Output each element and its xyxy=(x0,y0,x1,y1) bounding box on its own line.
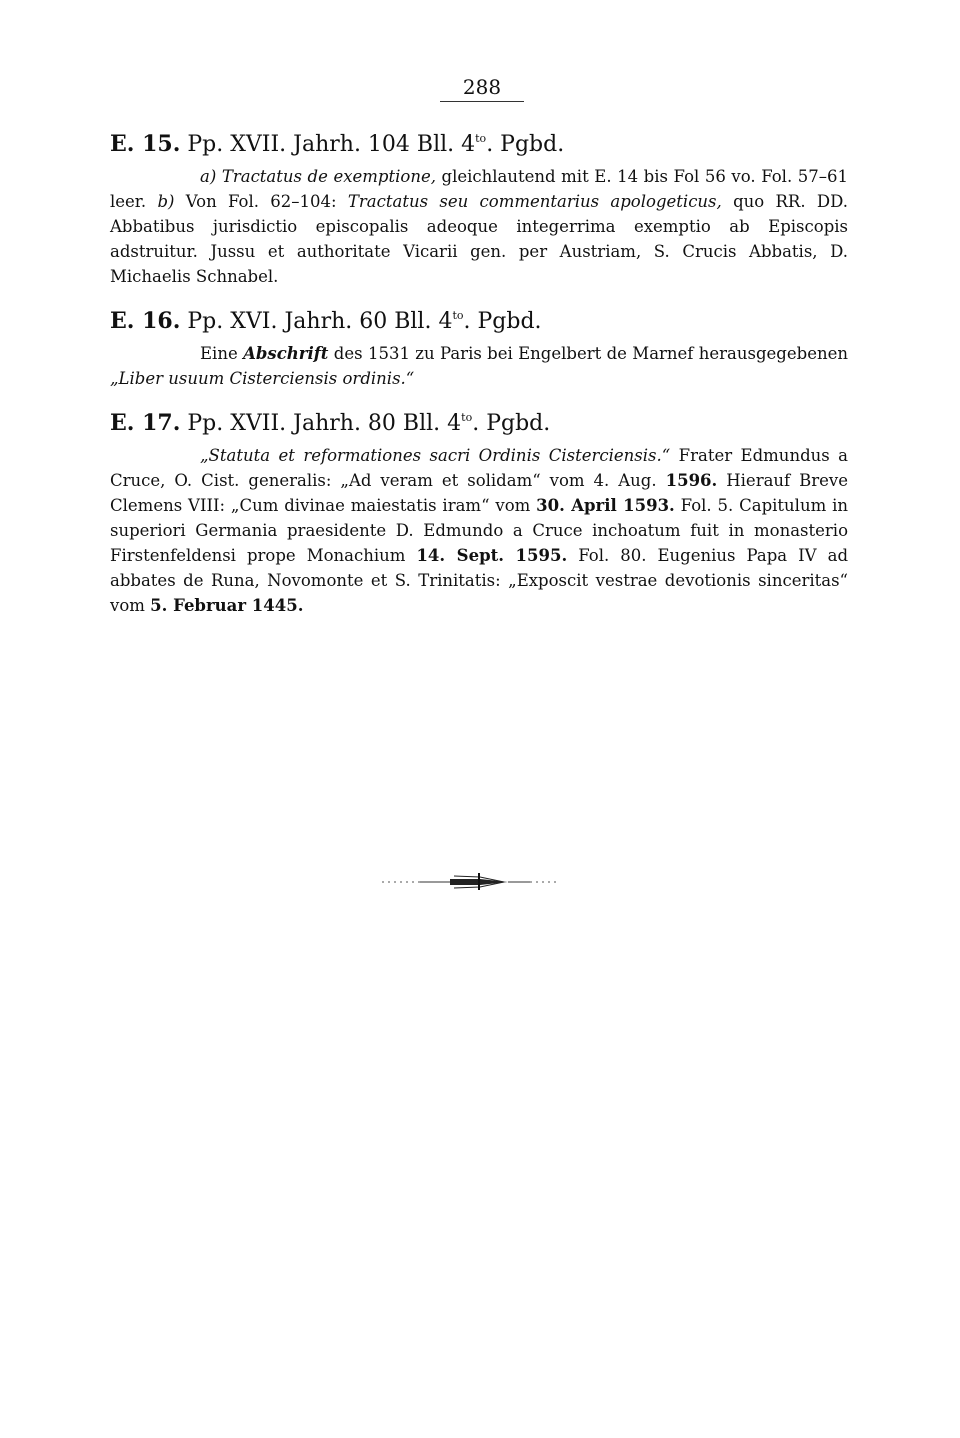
entry-text xyxy=(110,164,848,289)
title-text: „Statuta et reformationes sacri Ordinis Cisterciensis.“ xyxy=(200,446,671,465)
format-superscript: to xyxy=(475,132,487,145)
catalog-entry-e16 xyxy=(110,301,848,391)
item-marker: b) xyxy=(157,192,175,211)
entry-description: Pp. XVII. Jahrh. 80 Bll. 4 xyxy=(180,411,462,436)
entry-heading xyxy=(110,124,848,160)
title-text: „Liber usuum Cisterciensis ordinis.“ xyxy=(110,369,415,388)
date-text: 1596. xyxy=(665,471,718,490)
body-text: Fol. 80. Eugenius Papa IV ad abbates de Runa, Novomonte et S. Trinitatis: „Exposcit vestrae devotionis sinceritas“ vom xyxy=(110,546,849,615)
entry-description: Pp. XVII. Jahrh. 104 Bll. 4 xyxy=(180,132,476,157)
entry-binding: . Pgbd. xyxy=(463,309,542,334)
entry-description: Pp. XVI. Jahrh. 60 Bll. 4 xyxy=(180,309,453,334)
body-text: Fol. 5. Capitulum in superiori Germania praesidente D. Edmundo a Cruce inchoatum fuit in monasterio Firstenfeldensi prope Monachium xyxy=(110,496,848,565)
catalog-entry-e15 xyxy=(110,124,848,289)
entry-heading xyxy=(110,403,848,439)
entry-signature: E. 17. xyxy=(110,410,181,436)
title-text: Tractatus seu commentarius apologeticus, xyxy=(347,192,722,211)
date-text: 30. April 1593. xyxy=(536,496,675,515)
tail-ornament-icon xyxy=(380,870,560,890)
catalog-entry-e17 xyxy=(110,403,848,618)
entry-binding: . Pgbd. xyxy=(486,132,565,157)
body-text: quo RR. DD. Abbatibus jurisdictio episcopalis adeoque integerrima exemptio ab Episcopis adstruitur. Jussu et authoritate Vicarii gen. per Austriam, S. Crucis Abbatis, D. Michaelis Schnabel. xyxy=(110,192,849,286)
entry-text xyxy=(110,443,848,618)
entry-heading xyxy=(110,301,848,337)
body-text: gleichlautend mit E. 14 bis Fol 56 vo. Fol. 57–61 leer. xyxy=(110,167,848,211)
format-superscript: to xyxy=(452,309,464,322)
body-text: Frater Edmundus a Cruce, O. Cist. generalis: „Ad veram et solidam“ vom 4. Aug. xyxy=(110,446,849,490)
date-text: 5. Februar 1445. xyxy=(150,596,304,615)
body-text: Eine xyxy=(200,344,244,363)
entry-signature: E. 16. xyxy=(110,308,181,334)
title-text: a) Tractatus de exemptione, xyxy=(200,167,436,186)
entry-text xyxy=(110,341,848,391)
body-text: des 1531 zu Paris bei Engelbert de Marnef herausgegebenen xyxy=(328,344,848,363)
date-text: 14. Sept. 1595. xyxy=(416,546,568,565)
page-number: 288 xyxy=(440,74,524,102)
emphasis-text: Abschrift xyxy=(243,344,329,363)
catalog-entries xyxy=(110,124,848,630)
entry-binding: . Pgbd. xyxy=(472,411,551,436)
body-text: Von Fol. 62–104: xyxy=(174,192,348,211)
body-text: Hierauf Breve Clemens VIII: „Cum divinae maiestatis iram“ vom xyxy=(110,471,849,515)
format-superscript: to xyxy=(461,411,473,424)
entry-signature: E. 15. xyxy=(110,131,181,157)
